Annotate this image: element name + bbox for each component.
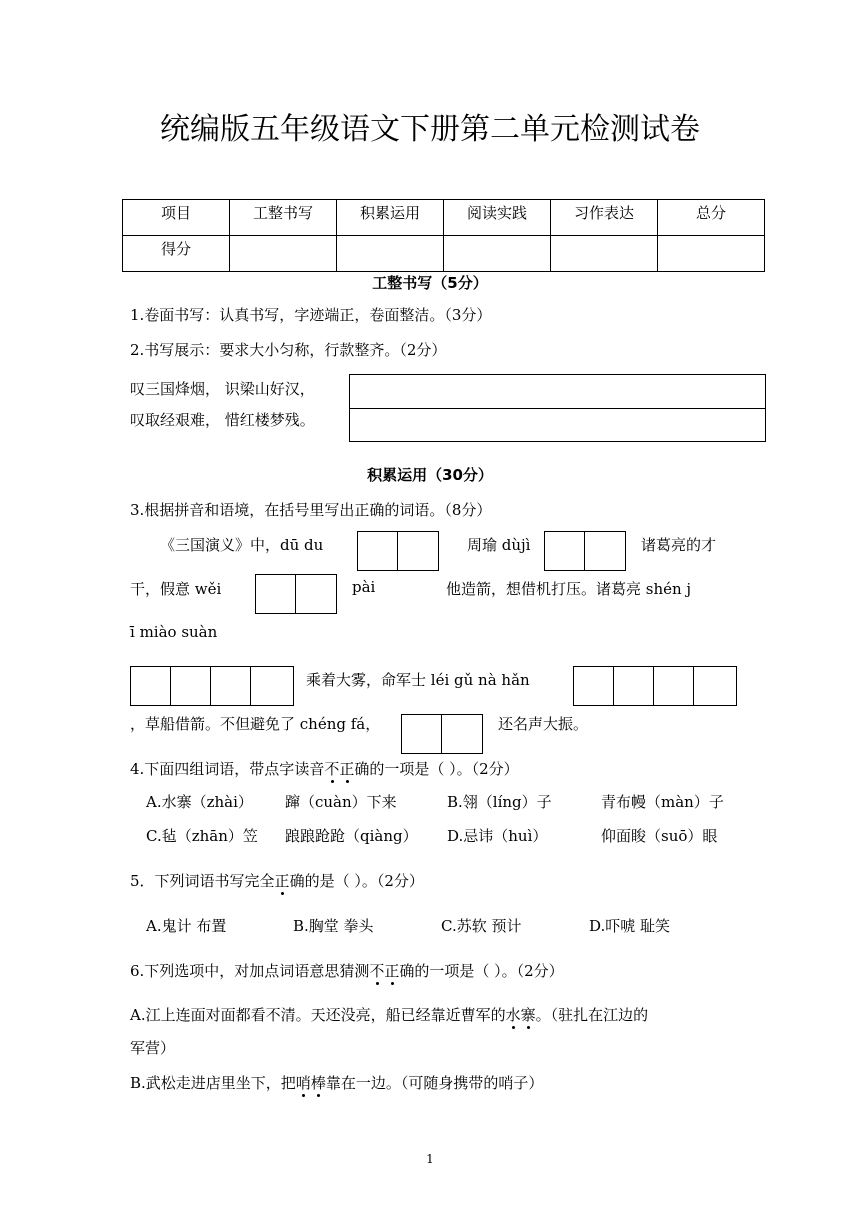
answer-grid[interactable]	[357, 531, 439, 571]
page-title: 统编版五年级语文下册第二单元检测试卷	[160, 112, 700, 147]
passage-text: pài	[352, 578, 376, 596]
question-6-stem	[130, 960, 564, 981]
section-heading: 积累运用（30分）	[367, 466, 493, 484]
score-cell[interactable]	[230, 236, 337, 272]
passage-text: 《三国演义》中，dū du	[160, 536, 324, 554]
table-cell-label: 得分	[123, 236, 230, 272]
emphasis-char: 寨	[520, 1006, 536, 1024]
emphasis-char: 不	[324, 760, 340, 778]
question-1: 1.卷面书写：认真书写，字迹端正，卷面整洁。（3分）	[130, 306, 492, 324]
answer-grid[interactable]	[255, 574, 337, 614]
option-d-item: 仰面睃（suō）眼	[601, 827, 718, 845]
section-heading: 工整书写（5分）	[372, 274, 488, 292]
table-header-cell: 阅读实践	[444, 200, 551, 236]
passage-text: 乘着大雾，命军士 léi gǔ nà hǎn	[306, 671, 530, 689]
option-text: 。（驻扎在江边的	[535, 1006, 649, 1024]
stem-text: 5．下列词语书写完全	[130, 872, 275, 890]
option-text: B.武松走进店里坐下，把	[130, 1074, 296, 1092]
option-a[interactable]: A.鬼计 布置	[146, 917, 227, 935]
passage-text: 干，假意 wěi	[130, 580, 222, 598]
question-5-stem	[130, 870, 424, 891]
option-b[interactable]	[130, 1072, 543, 1093]
option-b-item: 青布幔（màn）子	[601, 793, 724, 811]
poem-line: 叹三国烽烟， 识梁山好汉，	[130, 380, 315, 398]
table-header-cell: 工整书写	[230, 200, 337, 236]
passage-text: 周瑜 dùjì	[467, 536, 531, 554]
score-cell[interactable]	[337, 236, 444, 272]
table-header-cell: 总分	[658, 200, 765, 236]
table-header-cell: 习作表达	[551, 200, 658, 236]
table-row	[123, 236, 765, 272]
option-text: A.江上连面对面都看不清。天还没亮，船已经靠近曹军的	[130, 1006, 506, 1024]
score-cell[interactable]	[551, 236, 658, 272]
score-cell[interactable]	[444, 236, 551, 272]
emphasis-char: 水	[505, 1006, 521, 1024]
answer-grid[interactable]	[401, 714, 483, 754]
score-cell[interactable]	[658, 236, 765, 272]
answer-grid[interactable]	[130, 666, 294, 706]
option-a-item: 蹿（cuàn）下来	[285, 793, 397, 811]
emphasis-char: 不	[369, 962, 385, 980]
question-3-stem: 3.根据拼音和语境，在括号里写出正确的词语。（8分）	[130, 501, 492, 519]
option-c[interactable]: C.苏软 预计	[441, 917, 522, 935]
passage-text: ī miào suàn	[130, 623, 218, 641]
stem-text: 6.下列选项中，对加点词语意思猜测	[130, 962, 370, 980]
stem-text: 确的一项是（ ）。（2分）	[399, 962, 564, 980]
option-a-continued: 军营）	[130, 1039, 176, 1057]
option-b[interactable]: B.翎（líng）子	[447, 793, 552, 811]
option-text: 靠在一边。（可随身携带的哨子）	[325, 1074, 544, 1092]
score-table	[122, 199, 765, 272]
passage-text: ，草船借箭。不但避免了 chéng fá，	[130, 715, 381, 733]
option-c-item: 踉踉跄跄（qiàng）	[285, 827, 418, 845]
writing-box[interactable]	[349, 374, 766, 442]
emphasis-char: 正	[339, 760, 355, 778]
option-c[interactable]: C.毡（zhān）笠	[146, 827, 258, 845]
table-header-cell: 积累运用	[337, 200, 444, 236]
option-d[interactable]: D.忌讳（huì）	[447, 827, 548, 845]
option-a[interactable]	[130, 1004, 648, 1025]
passage-text: 还名声大振。	[498, 715, 589, 733]
emphasis-char: 正	[274, 872, 290, 890]
emphasis-char: 哨	[295, 1074, 311, 1092]
stem-text: 确的一项是（ ）。（2分）	[354, 760, 519, 778]
answer-grid[interactable]	[573, 666, 737, 706]
passage-text: 他造箭，想借机打压。诸葛亮 shén j	[446, 580, 692, 598]
passage-text: 诸葛亮的才	[641, 536, 717, 554]
writing-divider	[350, 408, 765, 409]
answer-grid[interactable]	[544, 531, 626, 571]
stem-text: 4.下面四组词语，带点字读音	[130, 760, 325, 778]
poem-line: 叹取经艰难， 惜红楼梦残。	[130, 411, 315, 429]
table-row	[123, 200, 765, 236]
question-4-stem	[130, 758, 519, 779]
option-a[interactable]: A.水寨（zhài）	[146, 793, 253, 811]
question-2: 2.书写展示：要求大小匀称，行款整齐。（2分）	[130, 341, 447, 359]
option-d[interactable]: D.吓唬 耻笑	[589, 917, 671, 935]
emphasis-char: 正	[384, 962, 400, 980]
stem-text: 确的是（ ）。（2分）	[289, 872, 424, 890]
table-header-cell: 项目	[123, 200, 230, 236]
emphasis-char: 棒	[310, 1074, 326, 1092]
page-number: 1	[426, 1152, 434, 1166]
option-b[interactable]: B.胸堂 拳头	[293, 917, 374, 935]
